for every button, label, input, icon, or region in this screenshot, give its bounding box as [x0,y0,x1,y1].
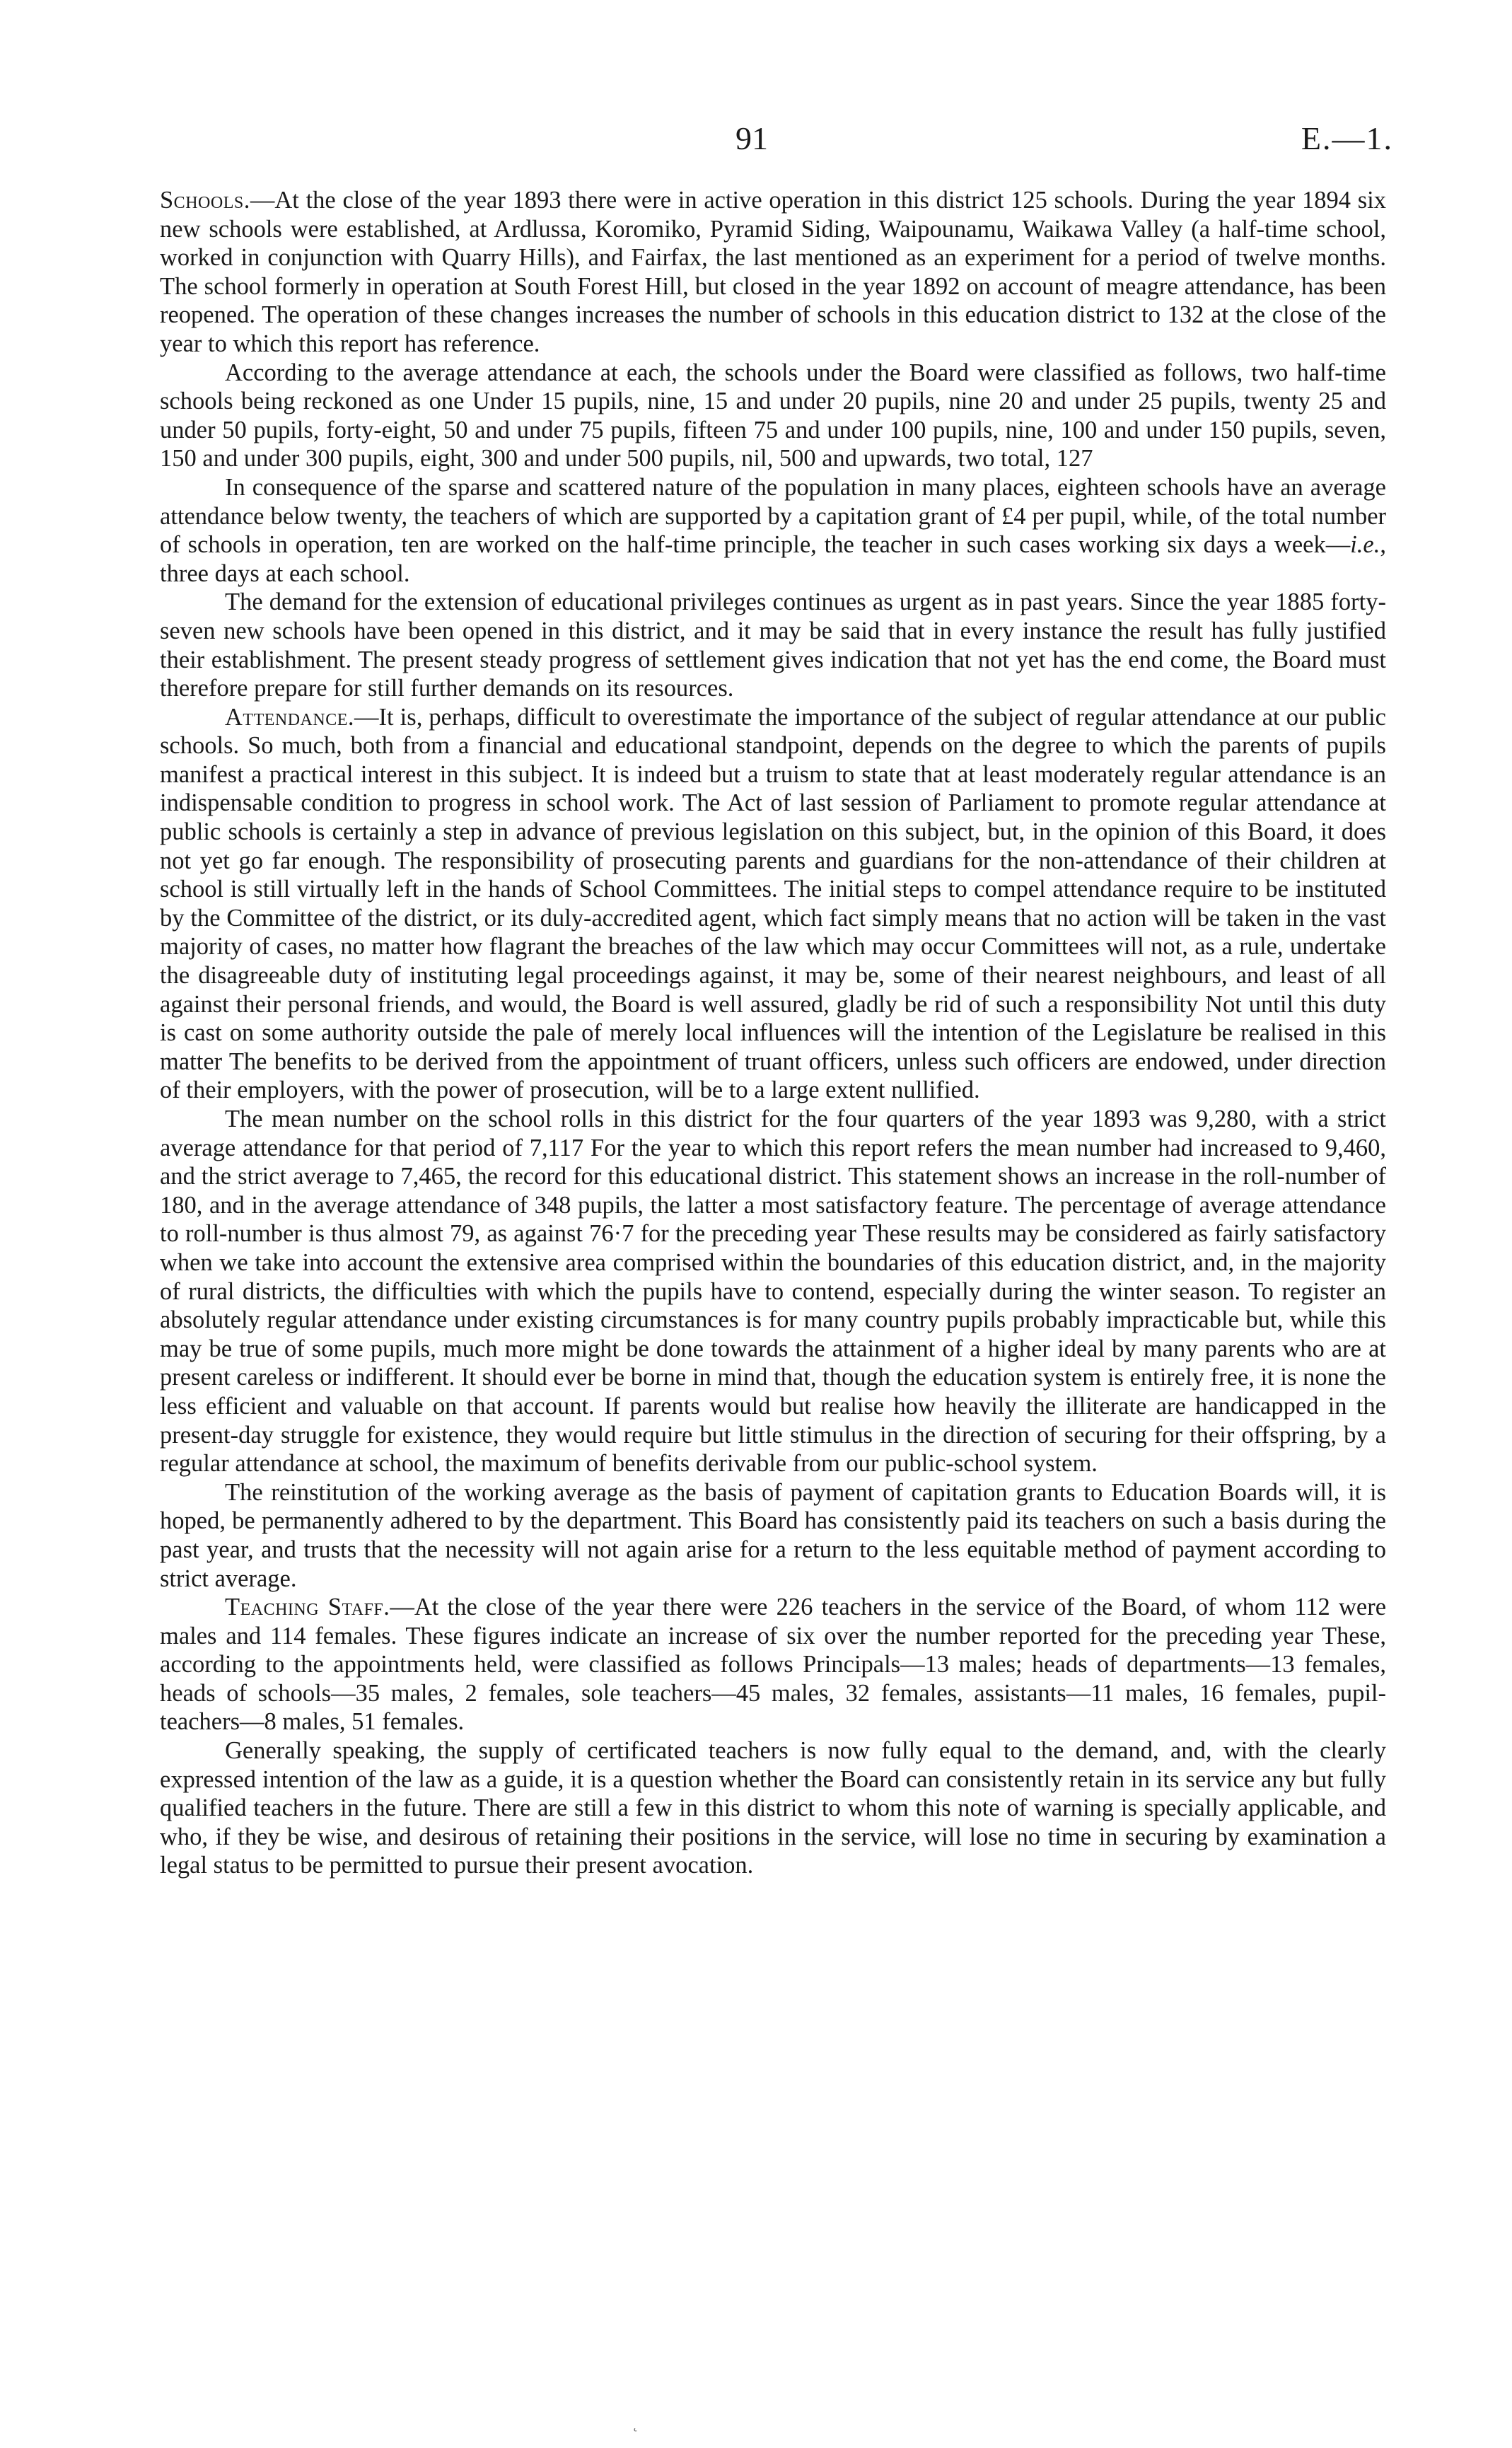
footer-mark: ˛ [633,2414,639,2432]
page-header [0,117,1512,160]
schools-text-3-ie: i.e. [1350,531,1380,559]
page-number: 91 [735,120,768,156]
attendance-paragraph-3: The reinstitution of the working average as the basis of payment of capitation grants to Education Boards will, it is hoped, be permanently adhered to by the department. This Board has consistently paid its teachers on such a basis during the past year, and trusts that the necessity will not again arise for a return to the less equitable method of payment according to strict average. [160,1478,1386,1592]
teaching-staff-text-1: —At the close of the year there were 226 teachers in the service of the Board, of whom 112 were males and 114 females. These figures indicate an increase of six over the number reported for the preceding year These, according to the appointments held, were classified as follows Principals—13 males; heads of departments—13 females, heads of schools—35 males, 2 females, sole teachers—45 males, 32 females, assistants—11 males, 16 females, pupil-teachers—8 males, 51 females. [160,1594,1387,1736]
schools-paragraph-3 [160,473,1386,588]
attendance-heading: Attendance. [225,703,355,731]
schools-paragraph-2: According to the average attendance at each, the schools under the Board were classified as follows, two half-time schools being reckoned as one Under 15 pupils, nine, 15 and under 20 pupils, nine 20 and under 25 pupils, twenty 25 and under 50 pupils, forty-eight, 50 and under 75 pupils, fifteen 75 and under 100 pupils, nine, 100 and under 150 pupils, seven, 150 and under 300 pupils, eight, 300 and under 500 pupils, nil, 500 and upwards, two total, 127 [160,359,1386,472]
schools-paragraph-1 [160,186,1386,359]
teaching-staff-heading: Teaching Staff. [225,1594,390,1621]
schools-paragraph-4: The demand for the extension of educational privileges continues as urgent as in past years. Since the year 1885 forty-seven new schools have been opened in this district, and it may be said that in every instance the result has fully justified their establishment. The present steady progress of settlement gives indication that not yet has the end come, the Board must therefore prepare for still further demands on its resources. [160,588,1386,702]
attendance-paragraph-1 [160,703,1386,1105]
attendance-text-1: —It is, perhaps, difficult to overestimate the importance of the subject of regular attendance at our public schools. So much, both from a financial and educational standpoint, depends on the degree to which the parents of pupils manifest a practical interest in this subject. It is indeed but a truism to state that at least moderately regular attendance is an indispensable condition to progress in school work. The Act of last session of Parliament to promote regular attendance at public schools is certainly a step in advance of previous legislation on this subject, but, in the opinion of this Board, it does not yet go far enough. The responsibility of prosecuting parents and guardians for the non-attendance of their children at school is still virtually left in the hands of School Committees. The initial steps to compel attendance require to be instituted by the Committee of the district, or its duly-accredited agent, which fact simply means that no action will be taken in the vast majority of cases, no matter how flagrant the breaches of the law which may occur Committees will not, as a rule, undertake the disagreeable duty of instituting legal proceedings against, it may be, some of their nearest neighbours, and least of all against their personal friends, and would, the Board is well assured, gladly be rid of such a responsibility Not until this duty is cast on some authority outside the pale of merely local influences will the intention of the Legislature be realised in this matter The benefits to be derived from the appointment of truant officers, unless such officers are endowed, under direction of their employers, with the power of prosecution, will be to a large extent nullified. [160,703,1386,1104]
document-reference: E.—1. [1301,120,1393,156]
teaching-staff-paragraph-1 [160,1593,1386,1736]
schools-heading: Schools. [160,187,250,214]
document-body [160,186,1386,1880]
schools-text-3a: In consequence of the sparse and scattered nature of the population in many places, eighteen schools have an average attendance below twenty, the teachers of which are supported by a capitation grant of £4 per pupil, while, of the total number of schools in operation, ten are worked on the half-time principle, the teacher in such cases working six days a week— [160,473,1386,559]
attendance-paragraph-2: The mean number on the school rolls in this district for the four quarters of the year 1893 was 9,280, with a strict average attendance for that period of 7,117 For the year to which this report refers the mean number had increased to 9,460, and the strict average to 7,465, the record for this educational district. This statement shows an increase in the roll-number of 180, and in the average attendance of 348 pupils, the latter a most satisfactory feature. The percentage of average attendance to roll-number is thus almost 79, as against 76·7 for the preceding year These results may be considered as fairly satisfactory when we take into account the extensive area comprised within the boundaries of this education district, and, in the majority of rural districts, the difficulties with which the pupils have to contend, especially during the winter season. To register an absolutely regular attendance under existing circumstances is for many country pupils probably impracticable but, while this may be true of some pupils, much more might be done towards the attainment of a higher ideal by many parents who are at present careless or indifferent. It should ever be borne in mind that, though the education system is entirely free, it is none the less efficient and valuable on that account. If parents would but realise how heavily the illiterate are handicapped in the present-day struggle for existence, they would require but little stimulus in the direction of securing for their offspring, by a regular attendance at school, the maximum of benefits derivable from our public-school system. [160,1106,1386,1478]
schools-text-3b: , three days at each school. [160,531,1386,587]
teaching-staff-paragraph-2: Generally speaking, the supply of certificated teachers is now fully equal to the demand, and, with the clearly expressed intention of the law as a guide, it is a question whether the Board can consistently retain in its service any but fully qualified teachers in the future. There are still a few in this district to whom this note of warning is specially applicable, and who, if they be wise, and desirous of retaining their positions in the service, will lose no time in securing by examination a legal status to be permitted to pursue their present avocation. [160,1737,1386,1879]
schools-text-1: —At the close of the year 1893 there were in active operation in this district 125 schools. During the year 1894 six new schools were established, at Ardlussa, Koromiko, Pyramid Siding, Waipounamu, Waikawa Valley (a half-time school, worked in conjunction with Quarry Hills), and Fairfax, the last mentioned as an experiment for a period of twelve months. The school formerly in operation at South Forest Hill, but closed in the year 1892 on account of meagre attendance, has been reopened. The operation of these changes increases the number of schools in this education district to 132 at the close of the year to which this report has reference. [160,187,1386,357]
